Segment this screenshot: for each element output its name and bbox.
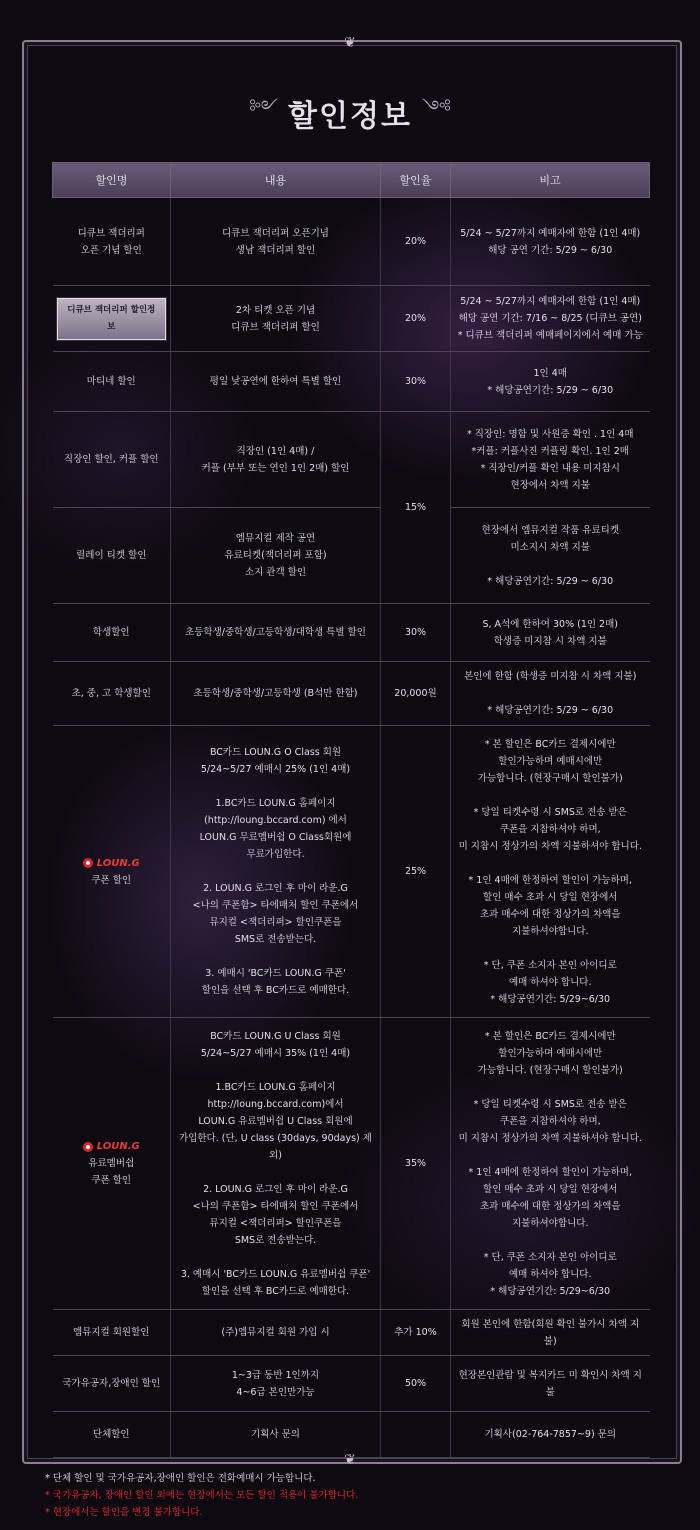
header-rate: 할인율 [381,163,451,198]
loung-logo-text: LOUN.G [96,857,140,869]
table-row [53,508,650,604]
row-rate: 50% [381,1356,451,1412]
page-title: 할인정보 [288,99,412,134]
row-rate: 20% [381,198,451,286]
row-content: 1~3급 동반 1인까지 4~6급 본인만가능 [171,1356,381,1412]
row-name: 유료멤버쉽 쿠폰 할인 [88,1158,135,1186]
row-content: 기획사 문의 [171,1412,381,1458]
row-name: 쿠폰 할인 [91,874,132,886]
row-content: BC카드 LOUN.G O Class 회원 5/24~5/27 예매시 25% (1인 4매) 1.BC카드 LOUN.G 홈페이지 (http://loung.bccard.com) 에서 LOUN.G 무료멤버쉽 O Class회원에 무료가입한다. 2. LOUN.G 로그인 후 마이 라운.G <나의 쿠폰함> 타에매처 할인 쿠폰에서 뮤지컬 <잭더리퍼> 할인쿠폰을 SMS로 전송받는다. 3. 예매시 'BC카드 LOUN.G 쿠폰' 할인을 선택 후 BC카드로 예매한다. [171,726,381,1018]
header-name: 할인명 [53,163,171,198]
row-content: 2차 티켓 오픈 기념 디큐브 잭더리퍼 할인 [171,286,381,352]
footnote-onsite-restriction: * 국가유공자, 장애인 할인 외에는 현장에서는 모든 할인 적용이 불가합니다. [45,1490,359,1501]
row-rate [381,1412,451,1458]
row-note: * 본 할인은 BC카드 결제시에만 할인가능하며 예매시에만 가능합니다. (현장구매시 할인불가) * 당일 티켓수령 시 SMS로 전송 받은 쿠폰을 지참하셔야 하며, 미 지참시 정상가의 차액 지불하셔야 합니다. * 1인 4매에 한정하여 할인이 가능하며, 할인 매수 초과 시 당일 현장에서 초과 매수에 대한 정상가의 차액을 지불하셔야합니다. * 단, 쿠폰 소지자 본인 아이디로 예매 하셔야 합니다. * 해당공연기간: 5/29~6/30 [451,1018,650,1310]
row-name-cell [53,726,171,1018]
row-rate: 20,000원 [381,662,451,726]
row-note: 현장본인관람 및 복지카드 미 확인시 차액 지불 [451,1356,650,1412]
row-content: 엠뮤지컬 제작 공연 유료티켓(잭더리퍼 포함) 소지 관객 할인 [171,508,381,604]
table-row [53,412,650,508]
row-rate: 30% [381,352,451,412]
row-content: 초등학생/중학생/고등학생 (B석만 한함) [171,662,381,726]
row-name: 디큐브 잭더리퍼 오픈 기념 할인 [53,198,171,286]
row-name: 국가유공자,장애인 할인 [53,1356,171,1412]
loung-logo [57,855,167,872]
table-row [53,198,650,286]
jackripper-info-button[interactable]: 디큐브 잭더리퍼 할인정보 [57,298,167,340]
table-row [53,726,650,1018]
row-note: * 본 할인은 BC카드 결제시에만 할인가능하며 예매시에만 가능합니다. (현장구매시 할인불가) * 당일 티켓수령 시 SMS로 전송 받은 쿠폰을 지참하셔야 하며, 미 지참시 정상가의 차액 지불하셔야 합니다. * 1인 4매에 한정하여 할인이 가능하며, 할인 매수 초과 시 당일 현장에서 초과 매수에 대한 정상가의 차액을 지불하셔야합니다. * 단, 쿠폰 소지자 본인 아이디로 예매 하셔야 합니다. * 해당공연기간: 5/29~6/30 [451,726,650,1018]
loung-logo [57,1138,167,1155]
row-rate: 15% [381,412,451,604]
row-content: BC카드 LOUN.G U Class 회원 5/24~5/27 예매시 35% (1인 4매) 1.BC카드 LOUN.G 홈페이지 http://loung.bccard.com)에서 LOUN.G 유료멤버쉽 U Class 회원에 가입한다. (단, U class (30days, 90days) 제외) 2. LOUN.G 로그인 후 마이 라운.G <나의 쿠폰함> 타에매처 할인 쿠폰에서 뮤지컬 <잭더리퍼> 할인쿠폰을 SMS로 전송받는다. 3. 예매시 'BC카드 LOUN.G 유료멤버쉽 쿠폰' 할인을 선택 후 BC카드로 예매한다. [171,1018,381,1310]
table-row [53,286,650,352]
footnote-phone-booking: * 단체 할인 및 국가유공자,장애인 할인은 전화예매시 가능합니다. [45,1473,316,1484]
row-content: 평일 낮공연에 한하여 특별 할인 [171,352,381,412]
row-note: 5/24 ~ 5/27까지 예매자에 한함 (1인 4매) 해당 공연 기간: 7/16 ~ 8/25 (디큐브 공연) * 디큐브 잭더리퍼 예매페이지에서 예매 가능 [451,286,650,352]
row-name-cell [53,1018,171,1310]
row-content: 직장인 (1인 4매) / 커플 (부부 또는 연인 1인 2매) 할인 [171,412,381,508]
table-row [53,1412,650,1458]
row-note: 기획사(02-764-7857~9) 문의 [451,1412,650,1458]
table-row [53,662,650,726]
row-name: 릴레이 티켓 할인 [53,508,171,604]
table-row [53,1018,650,1310]
table-row [53,1356,650,1412]
row-rate: 35% [381,1018,451,1310]
row-content: 디큐브 잭더리퍼 오픈기념 생남 잭더리퍼 할인 [171,198,381,286]
title-area [200,88,500,138]
loung-logo-icon [83,1142,93,1152]
table-header-row [53,163,650,198]
table-row [53,352,650,412]
header-content: 내용 [171,163,381,198]
right-swirl-icon: ༺ [421,97,451,118]
row-rate: 20% [381,286,451,352]
row-note: 회원 본인에 한함(회원 확인 불가시 차액 지불) [451,1310,650,1356]
row-content: 초등학생/중학생/고등학생/대학생 특별 할인 [171,604,381,662]
row-note: S, A석에 한하여 30% (1인 2매) 학생증 미지참 시 차액 지불 [451,604,650,662]
header-note: 비고 [451,163,650,198]
row-rate: 25% [381,726,451,1018]
loung-logo-text: LOUN.G [96,1141,140,1152]
row-note: 5/24 ~ 5/27까지 예매자에 한함 (1인 4매) 해당 공연 기간: 5/29 ~ 6/30 [451,198,650,286]
row-note: 현장에서 엠뮤지컬 작품 유료티켓 미소지시 차액 지불 * 해당공연기간: 5/29 ~ 6/30 [451,508,650,604]
row-note: 본인에 한함 (학생증 미지참 시 차액 지불) * 해당공연기간: 5/29 ~ 6/30 [451,662,650,726]
row-name: 초, 중, 고 학생할인 [53,662,171,726]
table-row [53,1310,650,1356]
row-name-cell [53,286,171,352]
frame-ornament-bottom-icon: ❦ [344,1452,356,1468]
row-note: 1인 4매 * 해당공연기간: 5/29 ~ 6/30 [451,352,650,412]
row-rate: 추가 10% [381,1310,451,1356]
loung-logo-icon [83,858,93,868]
row-content: (주)엠뮤지컬 회원 가입 시 [171,1310,381,1356]
frame-ornament-top-icon: ❦ [344,35,356,51]
footnotes [45,1470,358,1521]
discount-table [52,162,650,1458]
row-name: 직장인 할인, 커플 할인 [53,412,171,508]
row-name: 단체할인 [53,1412,171,1458]
row-name: 학생할인 [53,604,171,662]
row-name: 엠뮤지컬 회원할인 [53,1310,171,1356]
row-note: * 직장인: 명함 및 사원증 확인 . 1인 4매 *커플: 커플사진 커플링 확인. 1인 2매 * 직장인/커플 확인 내용 미지참시 현장에서 차액 지불 [451,412,650,508]
footnote-no-change: * 현장에서는 할인을 변경 불가합니다. [45,1507,203,1518]
row-rate: 30% [381,604,451,662]
left-swirl-icon: ༻ [249,97,279,118]
row-name: 마티네 할인 [53,352,171,412]
table-row [53,604,650,662]
